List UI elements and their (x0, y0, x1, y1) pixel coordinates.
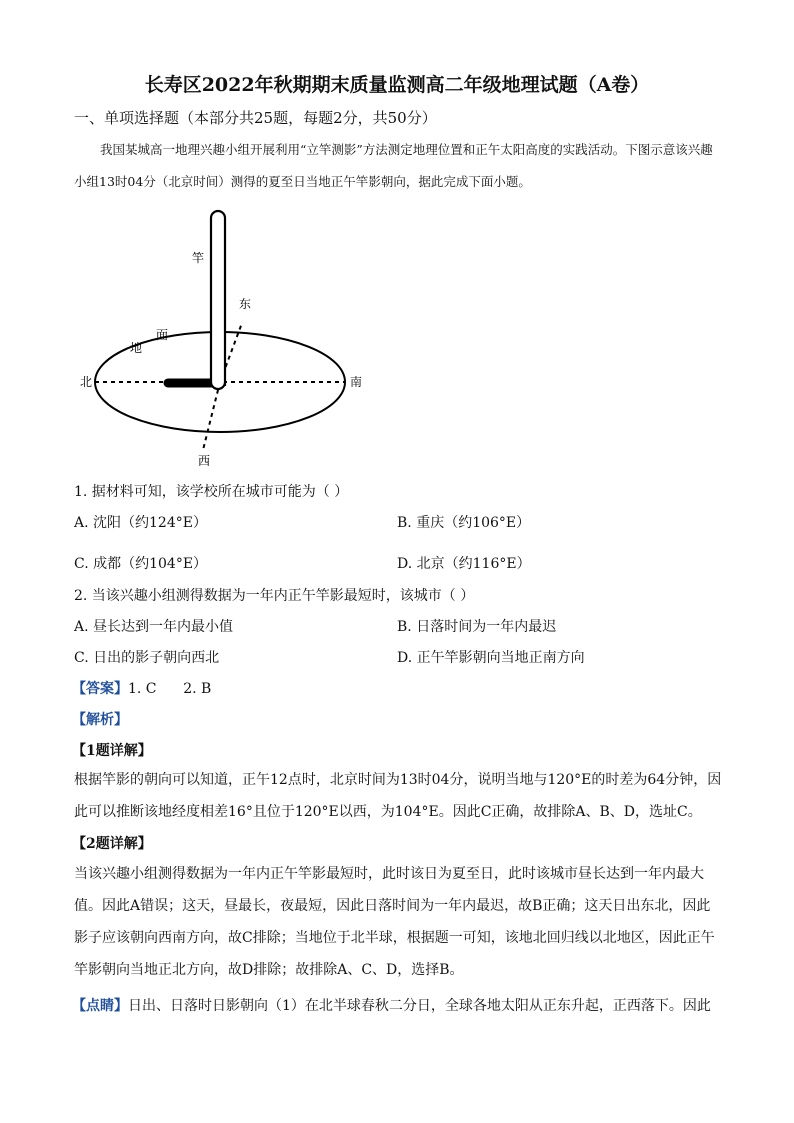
q1-option-a: A. 沈阳（约124°E） (74, 515, 207, 531)
question-2-stem: 2. 当该兴趣小组测得数据为一年内正午竿影最短时，该城市（ ） (74, 588, 475, 604)
q2-option-a: A. 昼长达到一年内最小值 (74, 619, 234, 635)
label-south: 南 (350, 375, 363, 389)
label-ground-1: 面 (156, 328, 169, 342)
q1-option-d: D. 北京（约116°E） (397, 556, 531, 572)
q2-option-b: B. 日落时间为一年内最迟 (397, 619, 557, 635)
section-heading: 一、单项选择题（本部分共25题，每题2分，共50分） (74, 109, 437, 127)
page-title: 长寿区2022年秋期期末质量监测高二年级地理试题（A卷） (144, 74, 650, 96)
answer-text: 1. C 2. B (128, 681, 212, 697)
analysis-label: 【解析】 (72, 712, 128, 728)
question-1-stem: 1. 据材料可知，该学校所在城市可能为（ ） (74, 484, 349, 500)
pole-shadow-figure (70, 200, 380, 475)
material-text: 我国某城高一地理兴趣小组开展利用“立竿测影”方法测定地理位置和正午太阳高度的实践活动。下图示意该兴趣小组13时04分（北京时间）测得的夏至日当地正午竿影朝向，据此完成下面小题。 (74, 142, 713, 189)
detail-2-label: 【2题详解】 (72, 836, 152, 852)
tip-paragraph (72, 990, 720, 1022)
q2-option-d: D. 正午竿影朝向当地正南方向 (397, 650, 585, 666)
label-pole: 竿 (192, 251, 205, 265)
q1-option-b: B. 重庆（约106°E） (397, 515, 531, 531)
west-line (203, 382, 220, 450)
label-north: 北 (80, 375, 93, 389)
answer-label: 【答案】 (72, 681, 128, 697)
label-east: 东 (239, 297, 252, 311)
q2-option-c: C. 日出的影子朝向西北 (74, 650, 220, 666)
answer-line (72, 678, 211, 698)
detail-1-label: 【1题详解】 (72, 743, 152, 759)
label-west: 西 (198, 454, 211, 468)
pole (211, 211, 225, 386)
tip-text: 日出、日落时日影朝向（1）在北半球春秋二分日，全球各地太阳从正东升起，正西落下。因此 (128, 998, 711, 1014)
tip-label: 【点睛】 (72, 998, 128, 1014)
detail-1-text: 根据竿影的朝向可以知道，正午12点时，北京时间为13时04分，说明当地与120°E的时差为64分钟，因此可以推断该地经度相差16°且位于120°E以西，为104°E。因此C正确，故排除A、B、D，选址C。 (74, 772, 722, 820)
label-ground-2: 地 (130, 341, 143, 355)
q1-option-c: C. 成都（约104°E） (74, 556, 208, 572)
detail-2-text: 当该兴趣小组测得数据为一年内正午竿影最短时，此时该日为夏至日，此时该城市昼长达到一年内最大值。因此A错误；这天，昼最长，夜最短，因此日落时间为一年内最迟，故B正确；这天日出东北，因此影子应该朝向西南方向，故C排除；当地位于北半球，根据题一可知，该地北回归线以北地区，因此正午竿影朝向当地正北方向，故D排除；故排除A、C、D，选择B。 (74, 866, 715, 978)
